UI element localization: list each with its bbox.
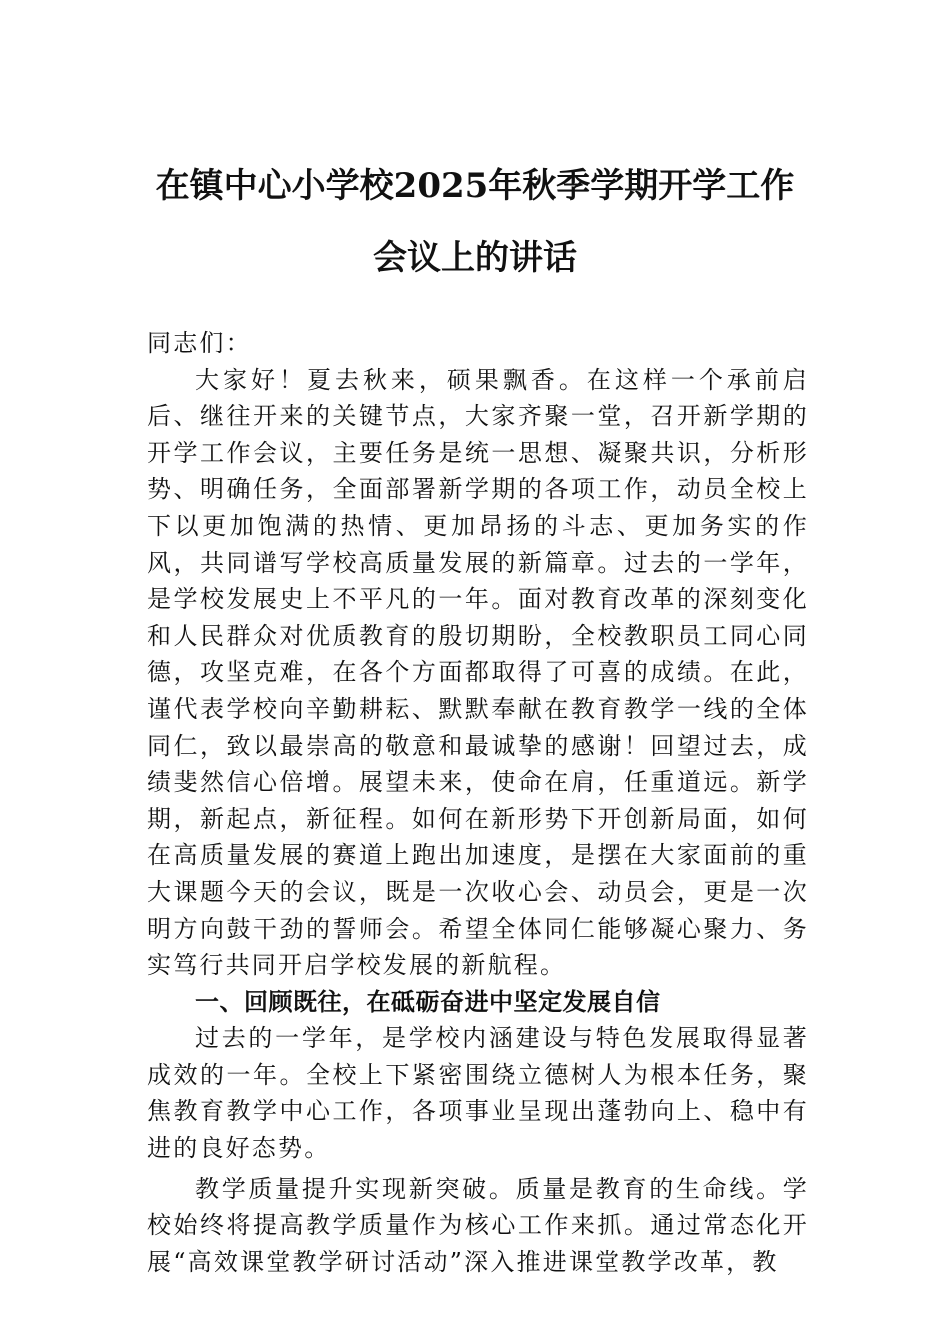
- document-title: [100, 160, 850, 284]
- section-1-paragraph-2: 教学质量提升实现新突破。质量是教育的生命线。学校始终将提高教学质量作为核心工作来抓。通过常态化开展“高效课堂教学研讨活动”深入推进课堂教学改革，教: [147, 1174, 809, 1276]
- salutation: 同志们：: [147, 329, 252, 357]
- section-1-paragraph-1: 过去的一学年，是学校内涵建设与特色发展取得显著成效的一年。全校上下紧密围绕立德树人为根本任务，聚焦教育教学中心工作，各项事业呈现出蓬勃向上、稳中有进的良好态势。: [147, 1024, 809, 1163]
- section-1-heading: 一、回顾既往，在砥砺奋进中坚定发展自信: [195, 987, 661, 1016]
- document-body: [147, 325, 809, 1280]
- title-line-1: 在镇中心小学校2025年秋季学期开学工作: [155, 166, 795, 206]
- title-line-2: 会议上的讲话: [373, 238, 577, 278]
- intro-paragraph: 大家好！夏去秋来，硕果飘香。在这样一个承前启后、继往开来的关键节点，大家齐聚一堂，召开新学期的开学工作会议，主要任务是统一思想、凝聚共识，分析形势、明确任务，全面部署新学期的各项工作，动员全校上下以更加饱满的热情、更加昂扬的斗志、更加务实的作风，共同谱写学校高质量发展的新篇章。过去的一学年，是学校发展史上不平凡的一年。面对教育改革的深刻变化和人民群众对优质教育的殷切期盼，全校教职员工同心同德，攻坚克难，在各个方面都取得了可喜的成绩。在此，谨代表学校向辛勤耕耘、默默奉献在教育教学一线的全体同仁，致以最崇高的敬意和最诚挚的感谢！回望过去，成绩斐然信心倍增。展望未来，使命在肩，任重道远。新学期，新起点，新征程。如何在新形势下开创新局面，如何在高质量发展的赛道上跑出加速度，是摆在大家面前的重大课题今天的会议，既是一次收心会、动员会，更是一次明方向鼓干劲的誓师会。希望全体同仁能够凝心聚力、务实笃行共同开启学校发展的新航程。: [147, 365, 809, 980]
